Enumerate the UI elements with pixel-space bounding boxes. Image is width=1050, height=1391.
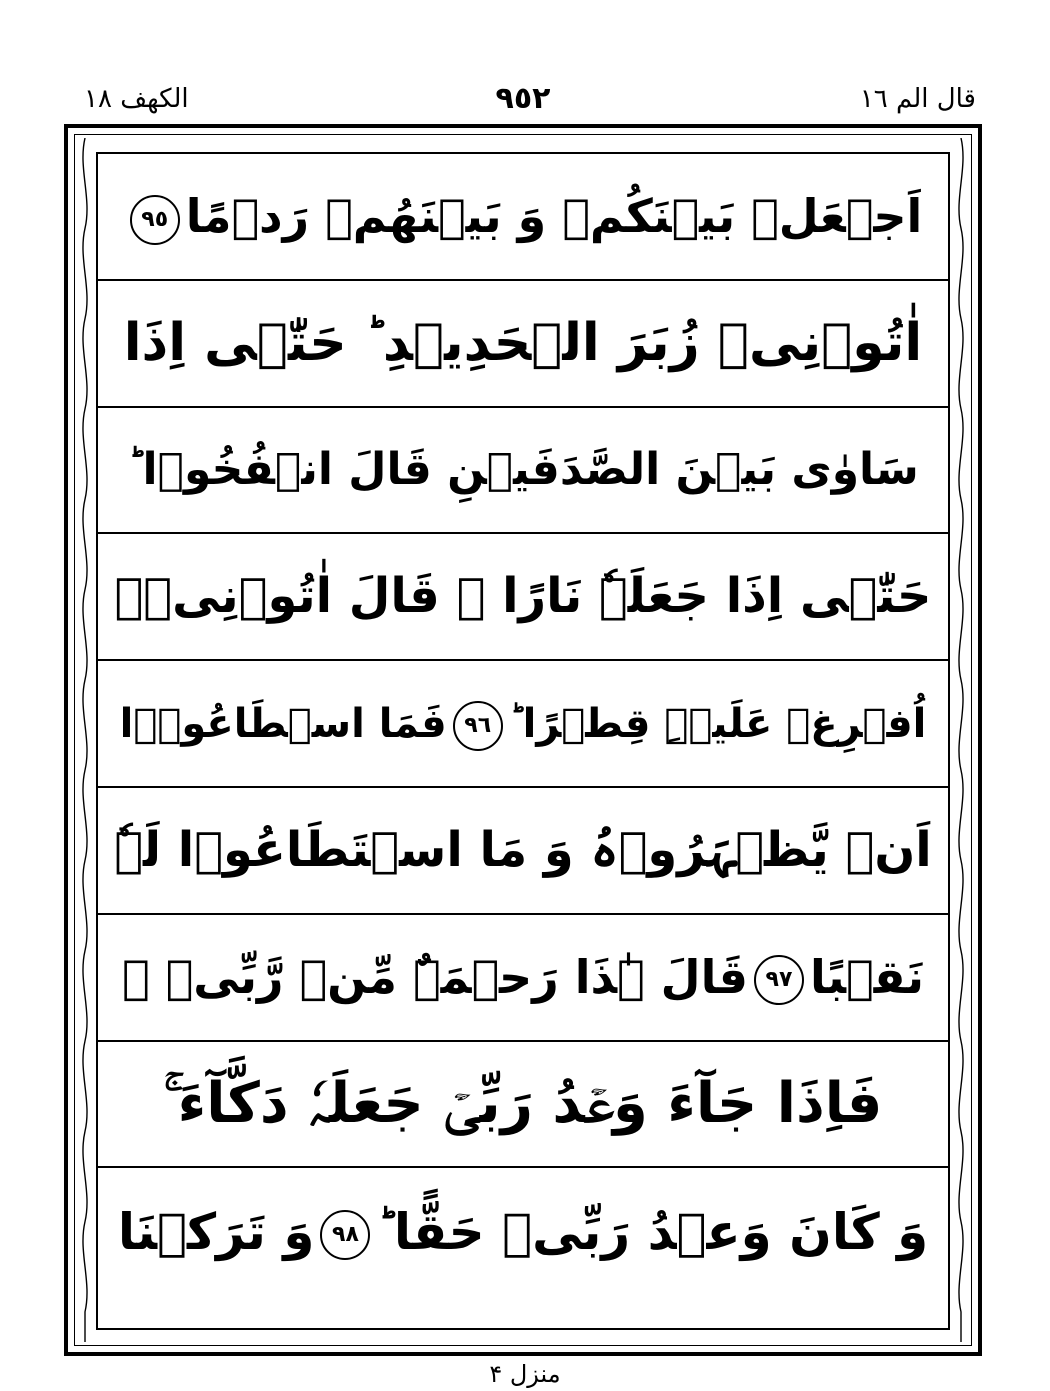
text-line: [98, 1042, 948, 1169]
text-line: [98, 534, 948, 661]
text-line: [98, 281, 948, 408]
text-line: [98, 915, 948, 1042]
line-text: اَنۡ یَّظۡہَرُوۡہُ وَ مَا اسۡتَطَاعُوۡا لَہٗ: [114, 821, 932, 878]
line-text: وَ کَانَ وَعۡدُ رَبِّیۡ حَقًّا ؕ: [376, 1202, 929, 1261]
line-text: نَقۡبًا: [809, 949, 925, 1004]
ayah-number-marker: ٩٨: [320, 1210, 370, 1260]
line-text: فَاِذَا جَآءَ وَعۡدُ رَبِّیۡ جَعَلَہٗ دَکَّآءَ ۚ: [163, 1070, 883, 1136]
text-line: [98, 408, 948, 535]
line-text: قَالَ ہٰذَا رَحۡمَۃٌ مِّنۡ رَّبِّیۡ ۚ: [121, 949, 748, 1004]
surah-name: الکھف ١٨: [84, 84, 189, 114]
vine-border-left: [76, 138, 94, 1342]
text-line: [98, 1168, 948, 1295]
manzil-footer: منزل ۴: [489, 1360, 561, 1388]
vine-border-right: [952, 138, 970, 1342]
line-text: فَمَا اسۡطَاعُوۡۤا: [119, 700, 447, 747]
line-text: اٰتُوۡنِیۡ زُبَرَ الۡحَدِیۡدِ ؕ حَتّٰۤی اِذَا: [123, 312, 923, 373]
page-header: [70, 82, 976, 122]
juz-name: قال الم ١٦: [859, 84, 976, 114]
ayah-number-marker: ٩٧: [754, 955, 804, 1005]
ayah-number-marker: ٩٦: [453, 701, 503, 751]
line-text: وَ تَرَکۡنَا: [117, 1202, 315, 1261]
text-line: [98, 788, 948, 915]
line-text: سَاوٰی بَیۡنَ الصَّدَفَیۡنِ قَالَ انۡفُخُوۡا ؕ: [127, 444, 919, 496]
quran-text-area: [96, 152, 950, 1330]
line-text: اَجۡعَلۡ بَیۡنَکُمۡ وَ بَیۡنَھُمۡ رَدۡمًا: [185, 189, 923, 244]
line-text: اُفۡرِغۡ عَلَیۡہِ قِطۡرًا ؕ: [508, 700, 927, 747]
page-number: ٩٥٢: [495, 81, 551, 116]
text-line: [98, 154, 948, 281]
ayah-number-marker: ٩٥: [130, 195, 180, 245]
text-line: [98, 661, 948, 788]
line-text: حَتّٰۤی اِذَا جَعَلَہٗ نَارًا ۙ قَالَ اٰتُوۡنِیۡۤ: [114, 568, 932, 625]
